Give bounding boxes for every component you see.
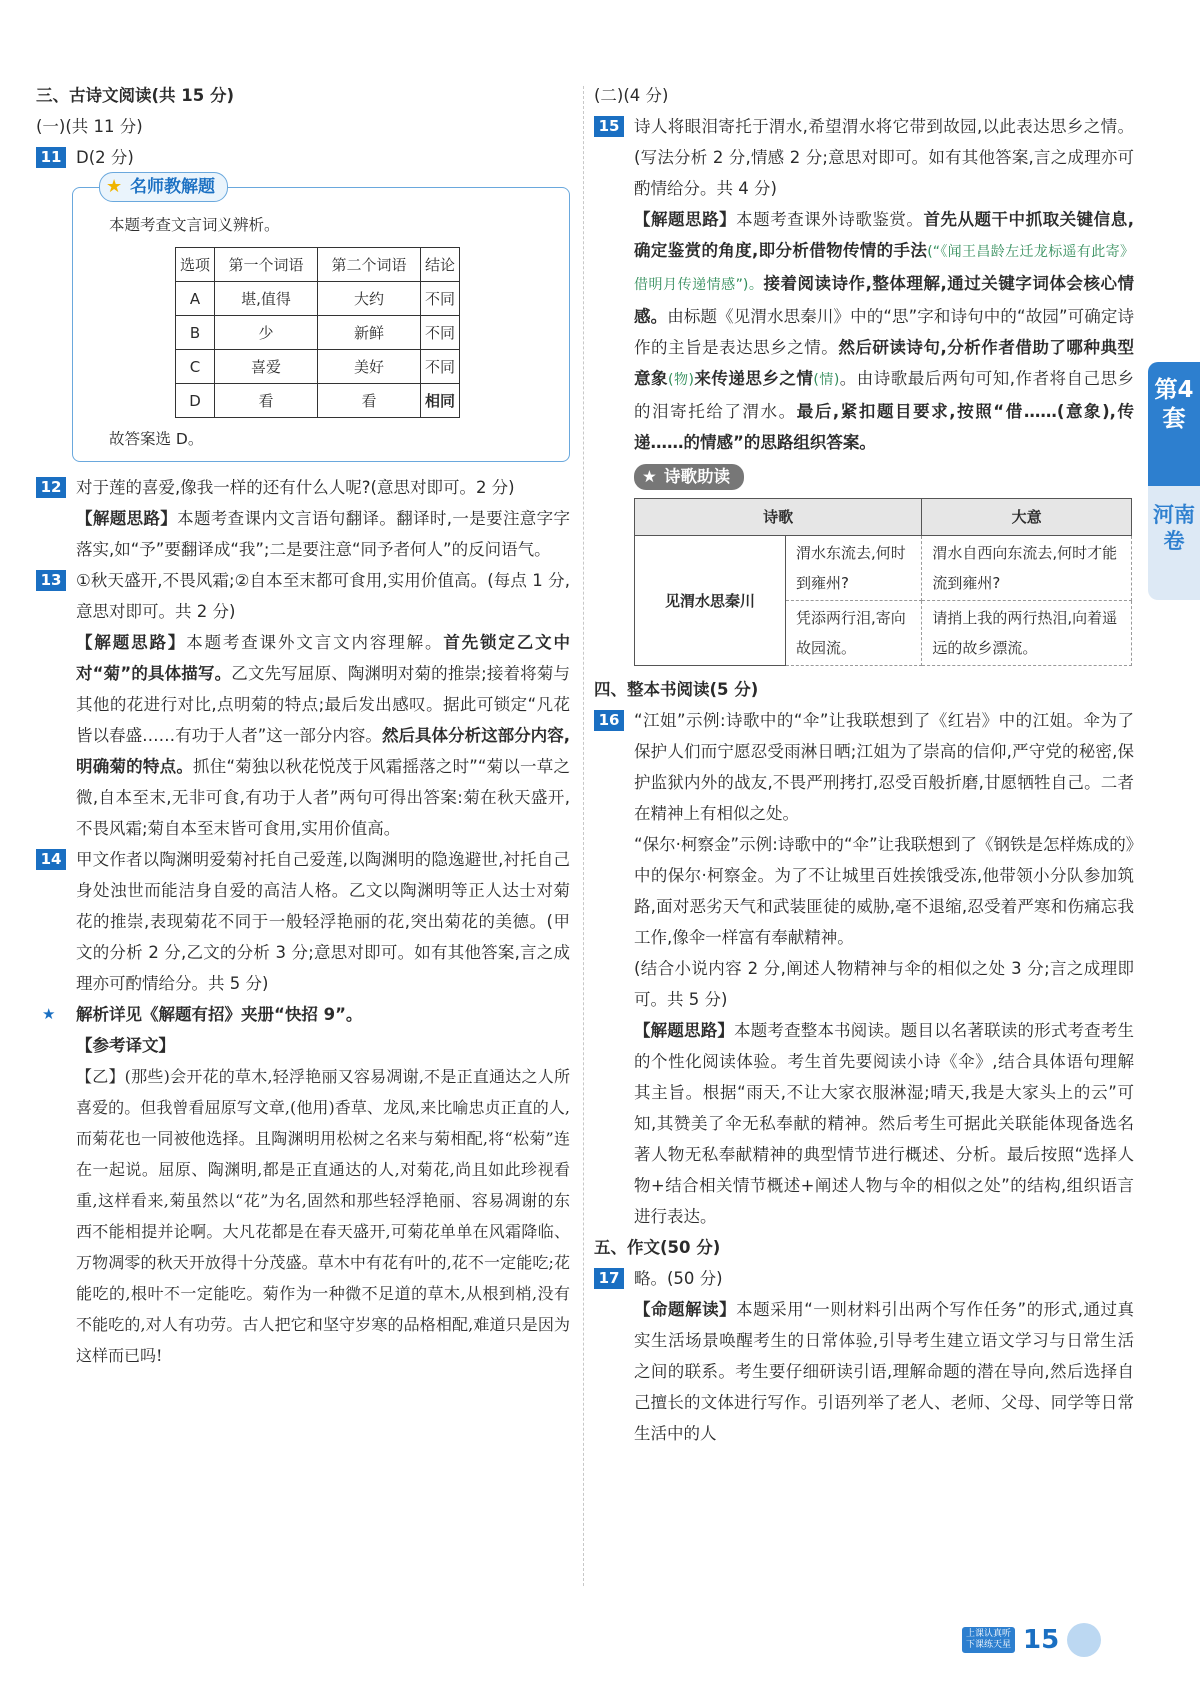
question-14 xyxy=(36,844,570,999)
side-tab xyxy=(1148,362,1200,600)
q17-analysis xyxy=(594,1294,1134,1449)
table-cell: 喜爱 xyxy=(215,350,318,384)
answer-text: “江姐”示例:诗歌中的“伞”让我联想到了《红岩》中的江姐。伞为了保护人们而宁愿忍受雨淋日晒;江姐为了崇高的信仰,严守党的秘密,保护监狱内外的战友,不畏严刑拷打,忍受百般折磨,甘愿牺牲自己。二者在精神上有相似之处。 xyxy=(634,711,1134,823)
handwritten-note: (“《闻王昌龄左迁龙标遥有此寄》借明月传递情感”)。 xyxy=(634,244,1134,293)
translation-title: 【参考译文】 xyxy=(76,1036,175,1055)
table-cell: 堪,值得 xyxy=(215,282,318,316)
table-header-row xyxy=(635,499,1132,536)
analysis-text: 本题考查整本书阅读。题目以名著联读的形式考查考生的个性化阅读体验。考生首先要阅读小诗《伞》,结合具体语句理解其主旨。根据“雨天,不让大家衣服淋湿;晴天,我是大家头上的云”可知,其赞美了伞无私奉献的精神。然后考生可据此关联能体现备选名著人物无私奉献精神的典型情节进行概述、分析。最后按照“选择人物+结合相关情节概述+阐述人物与伞的相似之处”的结构,组织语言进行表达。 xyxy=(634,1021,1135,1226)
question-number: 15 xyxy=(594,116,624,137)
poem-title: 见渭水思秦川 xyxy=(635,536,786,666)
table-header: 诗歌 xyxy=(635,499,922,536)
analysis-key-point: 来传递思乡之情 xyxy=(693,369,814,388)
analysis-key-point: 最后,紧扣题目要求,按照“借……(意象),传递……的情感”的思路组织答案。 xyxy=(634,402,1135,452)
analysis-key-point: 接着阅读诗作,整体理解,通过关键字词体会核心情感。 xyxy=(634,274,1134,326)
q16-example-2: “保尔·柯察金”示例:诗歌中的“伞”让我联想到了《钢铁是怎样炼成的》中的保尔·柯察金。为了不让城里百姓挨饿受冻,他带领小分队参加筑路,面对恶劣天气和武装匪徒的威胁,毫不退缩,忍受着严寒和伤痛忘我工作,像伞一样富有奉献精神。 xyxy=(634,835,1134,947)
table-header: 结论 xyxy=(421,248,460,282)
table-cell: B xyxy=(176,316,215,350)
set-number-tab: 第4套 xyxy=(1148,362,1200,486)
poem-meaning: 渭水自西向东流去,何时才能流到雍州? xyxy=(922,536,1132,601)
table-cell: 少 xyxy=(215,316,318,350)
table-header-row xyxy=(176,248,460,282)
answer-text: 甲文作者以陶渊明爱菊衬托自己爱莲,以陶渊明的隐逸避世,衬托自己身处浊世而能洁身自爱的高洁人格。乙文以陶渊明等正人达士对菊花的推崇,表现菊花不同于一般轻浮艳丽的花,突出菊花的美德。(甲文的分析 2 分,乙文的分析 3 分;意思对即可。如有其他答案,言之成理亦可酌情给分。共 5 分) xyxy=(76,850,570,993)
question-number: 16 xyxy=(594,710,624,731)
q15-analysis xyxy=(594,204,1134,458)
analysis-key-point: 首先从题干中抓取关键信息,确定鉴赏的角度,即分析借物传情的手法 xyxy=(634,210,1135,260)
star-icon: ★ xyxy=(106,176,123,197)
section-5-heading: 五、作文(50 分) xyxy=(594,1238,721,1257)
tip-conclusion: 故答案选 D。 xyxy=(109,430,204,448)
table-row xyxy=(176,384,460,418)
poetry-help-header xyxy=(634,464,744,490)
tip-header xyxy=(99,172,228,202)
q16-analysis xyxy=(594,1015,1134,1232)
page-footer xyxy=(962,1620,1110,1660)
footer-slogan xyxy=(962,1627,1015,1653)
answer-text: ①秋天盛开,不畏风霜;②自本至末都可食用,实用价值高。(每点 1 分,意思对即可。共 2 分) xyxy=(76,571,570,621)
analysis-text: 本题采用“一则材料引出两个写作任务”的形式,通过真实生活场景唤醒考生的日常体验,引导考生建立语文学习与日常生活之间的联系。考生要仔细研读引语,理解命题的潜在导向,然后选择自己擅长的文体进行写作。引语列举了老人、老师、父母、同学等日常生活中的人 xyxy=(634,1300,1135,1443)
table-cell: 不同 xyxy=(421,350,460,384)
analysis-key-point: 然后具体分析这部分内容,明确菊的特点。 xyxy=(76,726,570,776)
poetry-table xyxy=(634,498,1132,666)
question-number: 13 xyxy=(36,570,66,591)
analysis-text: 抓住“菊独以秋花悦茂于风霜摇落之时”“菊以一草之微,自本至末,无非可食,有功于人者”两句可得出答案:菊在秋天盛开,不畏风霜;菊自本至末皆可食用,实用价值高。 xyxy=(76,757,570,838)
analysis-text: 。由诗歌最后两句可知,作者将自己思乡的泪寄托给了渭水。 xyxy=(634,369,1134,421)
column-divider xyxy=(583,86,584,1586)
question-number: 14 xyxy=(36,849,66,870)
analysis-text: 本题考查课外诗歌鉴赏。 xyxy=(736,210,924,229)
analysis-tag: 【解题思路】 xyxy=(76,633,187,652)
mascot-icon xyxy=(1067,1623,1101,1657)
star-icon: ★ xyxy=(642,467,657,486)
question-13 xyxy=(36,565,570,627)
analysis-tag: 【解题思路】 xyxy=(76,509,178,528)
q13-analysis xyxy=(36,627,570,844)
slogan-line: 下课练天星 xyxy=(966,1640,1012,1650)
table-header: 第一个词语 xyxy=(215,248,318,282)
table-cell: A xyxy=(176,282,215,316)
poetry-help-title: 诗歌助读 xyxy=(664,467,730,486)
answer-text: 对于莲的喜爱,像我一样的还有什么人呢?(意思对即可。2 分) xyxy=(76,478,515,497)
analysis-tag: 【解题思路】 xyxy=(634,1021,735,1040)
table-cell: 不同 xyxy=(421,316,460,350)
analysis-text: 本题考查课外文言文内容理解。 xyxy=(186,633,444,652)
word-comparison-table xyxy=(175,247,460,418)
poem-line: 凭添两行泪,寄向故园流。 xyxy=(786,601,922,666)
analysis-text: 本题考查课内文言语句翻译。翻译时,一是要注意字字落实,如“予”要翻译成“我”;二是要注意“同予者何人”的反问语气。 xyxy=(76,509,570,559)
table-header: 大意 xyxy=(922,499,1132,536)
table-cell: D xyxy=(176,384,215,418)
teacher-tip-box xyxy=(72,176,570,462)
q12-analysis xyxy=(36,503,570,565)
analysis-key-point: 然后研读诗句,分析作者借助了哪种典型意象 xyxy=(634,338,1135,388)
subsection-2-heading: (二)(4 分) xyxy=(594,86,669,105)
table-cell: 看 xyxy=(318,384,421,418)
table-cell: 看 xyxy=(215,384,318,418)
right-column xyxy=(594,80,1134,1449)
answer-text: D(2 分) xyxy=(76,148,134,167)
region-tab: 河南卷 xyxy=(1148,486,1200,600)
table-row xyxy=(635,536,1132,601)
table-cell: 大约 xyxy=(318,282,421,316)
question-number: 12 xyxy=(36,477,66,498)
table-cell: 不同 xyxy=(421,282,460,316)
handwritten-note: (情) xyxy=(813,372,840,388)
q16-score: (结合小说内容 2 分,阐述人物精神与伞的相似之处 3 分;言之成理即可。共 5 分) xyxy=(634,959,1134,1009)
question-11 xyxy=(36,142,570,173)
table-row xyxy=(176,316,460,350)
analysis-text: 乙文先写屈原、陶渊明对菊的推崇;接着将菊与其他的花进行对比,点明菊的特点;最后发出感叹。据此可锁定“凡花皆以春盛……有功于人者”这一部分内容。 xyxy=(76,664,570,745)
table-row xyxy=(176,282,460,316)
question-16 xyxy=(594,705,1134,829)
table-cell: 相同 xyxy=(421,384,460,418)
tip-intro: 本题考查文言词义辨析。 xyxy=(109,216,280,234)
subsection-1-heading: (一)(共 11 分) xyxy=(36,117,143,136)
reference-note xyxy=(36,999,570,1030)
poem-line: 渭水东流去,何时到雍州? xyxy=(786,536,922,601)
table-header: 选项 xyxy=(176,248,215,282)
section-3-heading: 三、古诗文阅读(共 15 分) xyxy=(36,86,235,105)
poem-meaning: 请捎上我的两行热泪,向着遥远的故乡漂流。 xyxy=(922,601,1132,666)
question-17 xyxy=(594,1263,1134,1294)
note-text: 解析详见《解题有招》夹册“快招 9”。 xyxy=(76,1005,363,1024)
table-row xyxy=(176,350,460,384)
table-cell: 新鲜 xyxy=(318,316,421,350)
star-icon: ★ xyxy=(42,1005,56,1023)
question-number: 11 xyxy=(36,147,66,168)
analysis-key-point: 首先锁定乙文中对“菊”的具体描写。 xyxy=(76,633,571,683)
table-header: 第二个词语 xyxy=(318,248,421,282)
translation-text: 【乙】(那些)会开花的草木,轻浮艳丽又容易凋谢,不是正直通达之人所喜爱的。但我曾看屈原写文章,(他用)香草、龙凤,来比喻忠贞正直的人,而菊花也一同被他选择。且陶渊明用松树之名来与菊相配,将“松菊”连在一起说。屈原、陶渊明,都是正直通达的人,对菊花,尚且如此珍视看重,这样看来,菊虽然以“花”为名,固然和那些轻浮艳丽、容易凋谢的东西不能相提并论啊。大凡花都是在春天盛开,可菊花单单在风霜降临、万物凋零的秋天开放得十分茂盛。草木中有花有叶的,花不一定能吃;花能吃的,根叶不一定能吃。菊作为一种微不足道的草木,从根到梢,没有不能吃的,对人有功劳。古人把它和坚守岁寒的品格相配,难道只是因为这样而已吗! xyxy=(76,1067,570,1365)
analysis-tag: 【解题思路】 xyxy=(634,210,737,229)
tip-title: 名师教解题 xyxy=(130,177,215,197)
question-12 xyxy=(36,472,570,503)
handwritten-note: (物) xyxy=(668,372,694,388)
section-4-heading: 四、整本书阅读(5 分) xyxy=(594,680,759,699)
left-column xyxy=(36,80,570,1371)
question-number: 17 xyxy=(594,1268,624,1289)
table-cell: 美好 xyxy=(318,350,421,384)
slogan-line: 上课认真听 xyxy=(966,1629,1012,1639)
answer-text: 诗人将眼泪寄托于渭水,希望渭水将它带到故园,以此表达思乡之情。(写法分析 2 分,情感 2 分;意思对即可。如有其他答案,言之成理亦可酌情给分。共 4 分) xyxy=(634,117,1134,198)
analysis-tag: 【命题解读】 xyxy=(634,1300,737,1319)
table-cell: C xyxy=(176,350,215,384)
answer-text: 略。(50 分) xyxy=(634,1269,723,1288)
analysis-text: 由标题《见渭水思秦川》中的“思”字和诗句中的“故园”可确定诗作的主旨是表达思乡之情。 xyxy=(634,307,1134,357)
question-15 xyxy=(594,111,1134,204)
page-number: 15 xyxy=(1023,1624,1060,1655)
